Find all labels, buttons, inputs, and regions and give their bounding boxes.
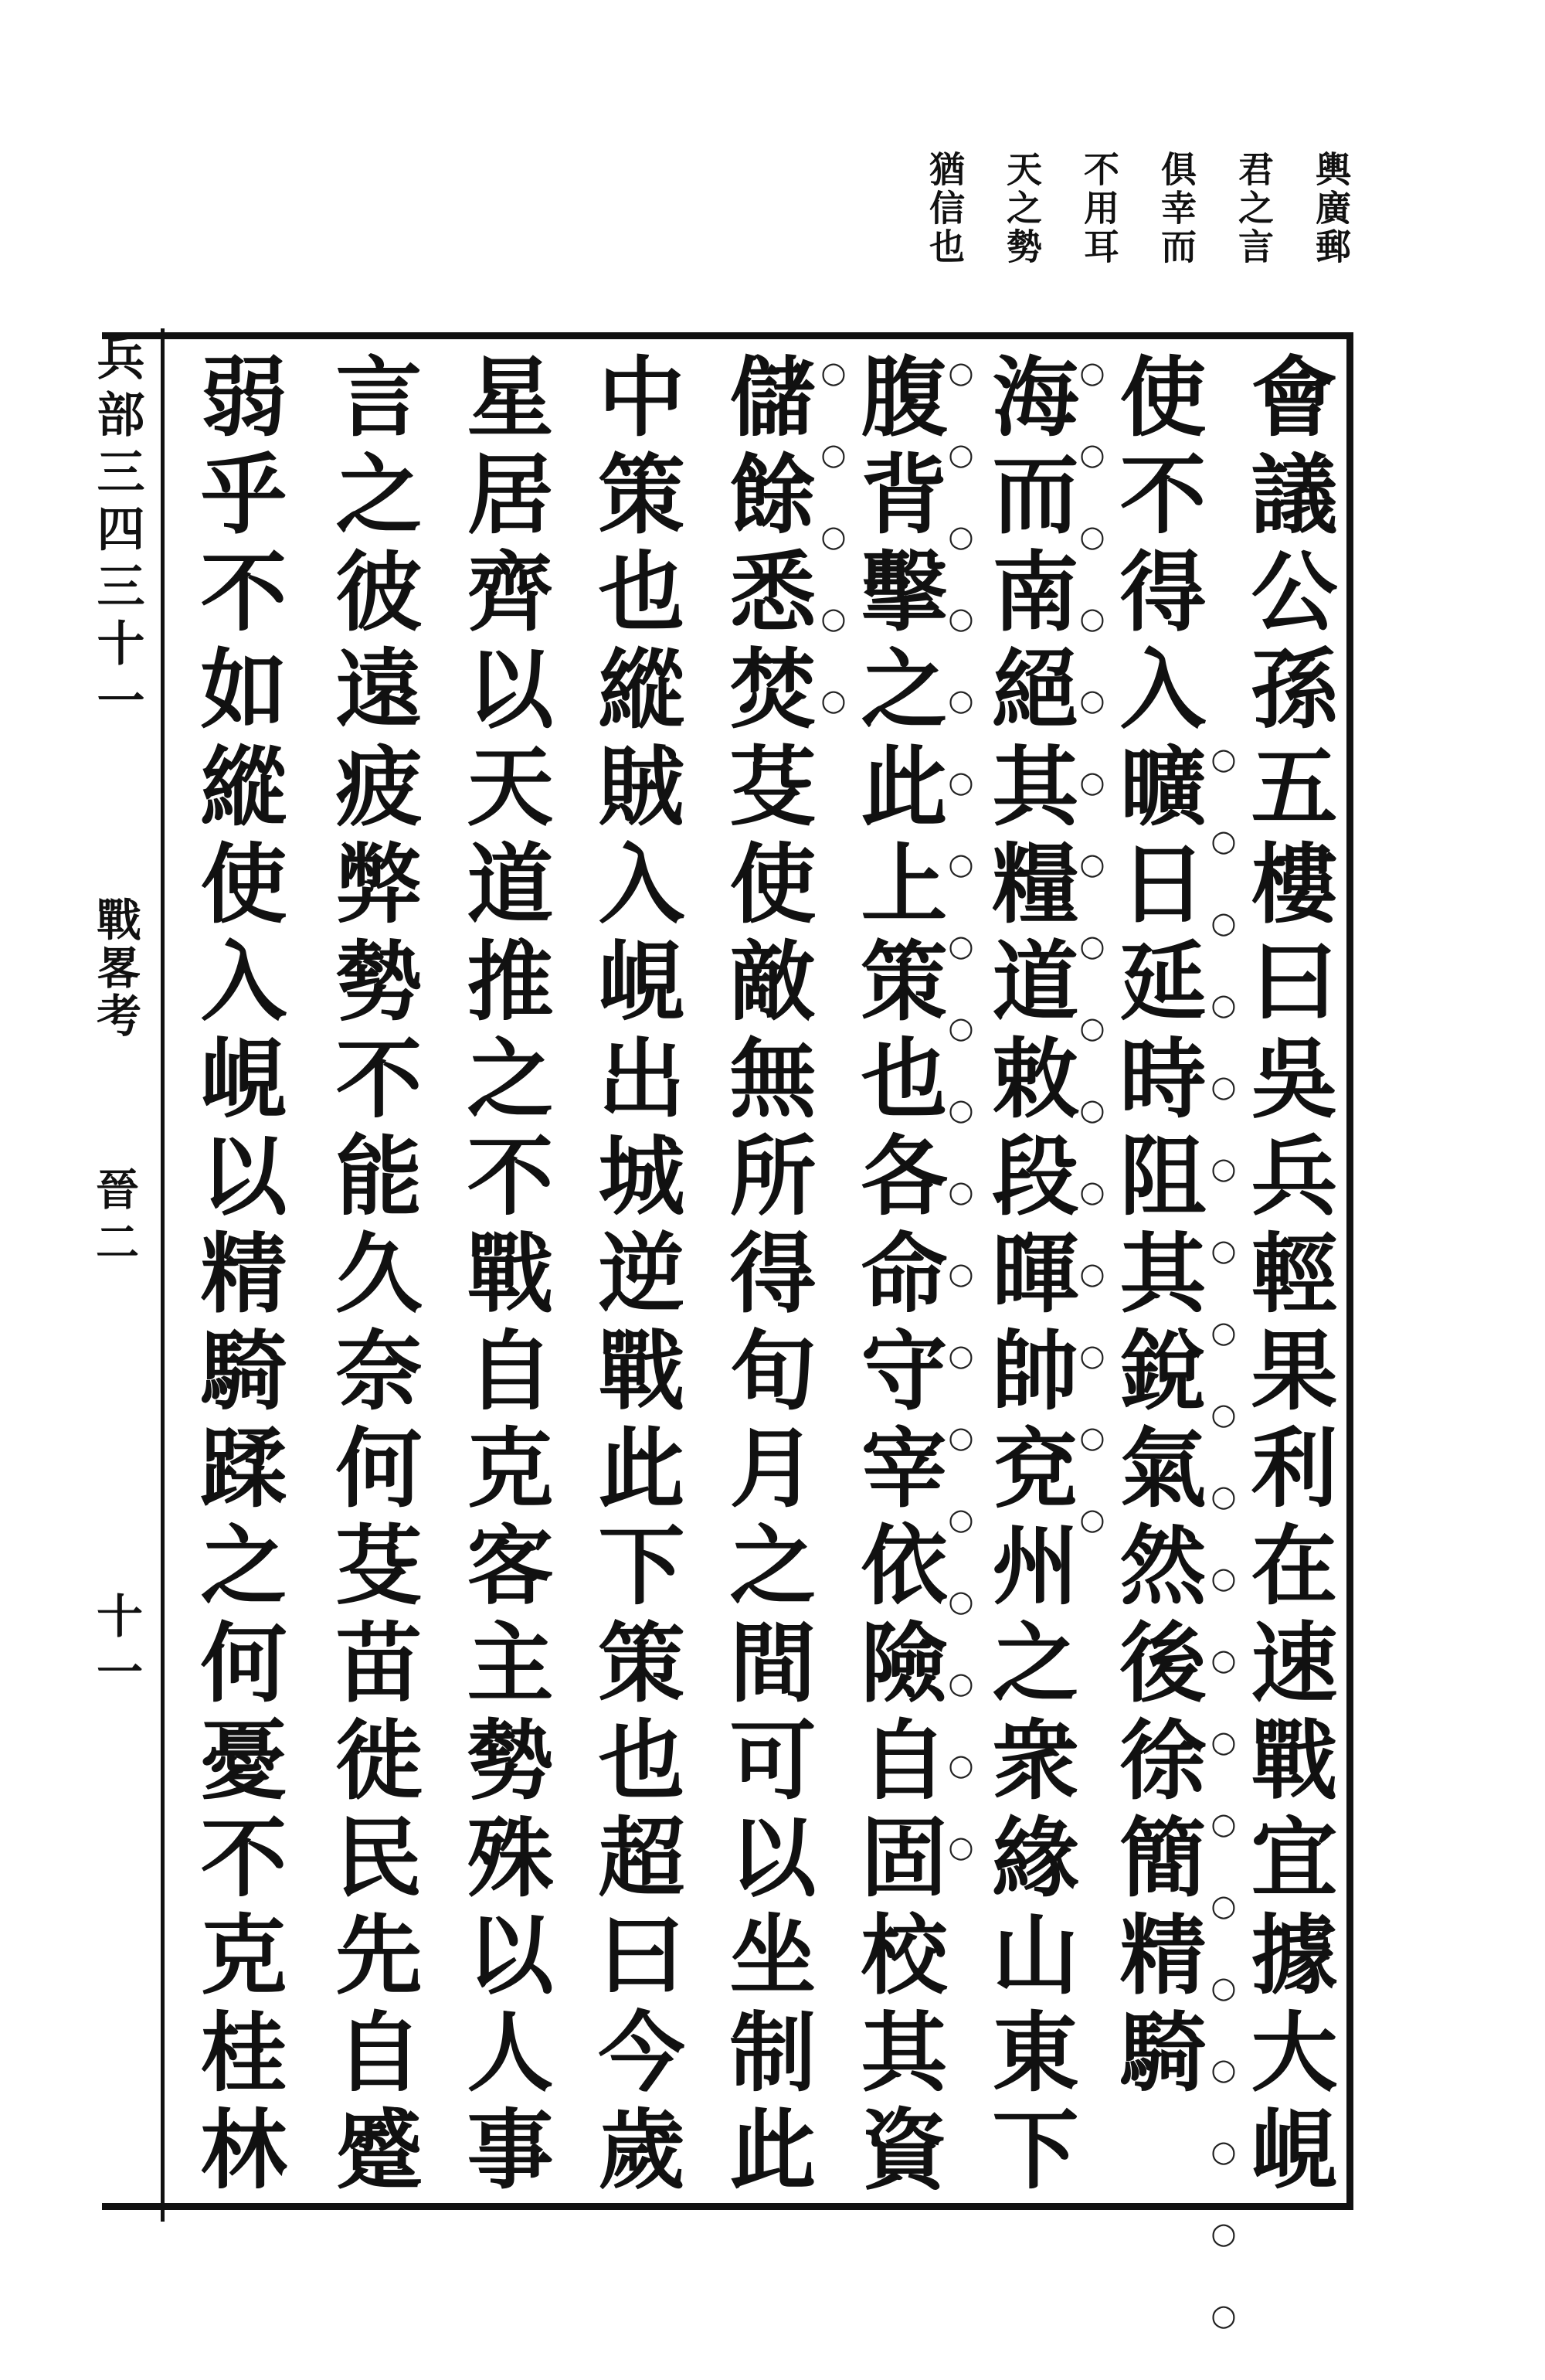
text-column-1: 會議公孫五樓曰吳兵輕果利在速戰宜據大峴 bbox=[1237, 352, 1338, 2202]
text-column-5: 儲餘悉焚芟使敵無所得旬月之間可以坐制此 bbox=[715, 352, 817, 2202]
text-column-6: 中策也縱賊入峴出城逆戰此下策也超曰今歲 bbox=[584, 352, 685, 2202]
page-number: 十一 bbox=[89, 1592, 143, 1703]
annotation-column-3: 俱幸而 bbox=[1156, 151, 1197, 267]
annotation-column-6: 猶信也 bbox=[924, 151, 966, 267]
margin-rule bbox=[161, 328, 165, 2222]
text-column-2: 使不得入曠日延時阻其銳氣然後徐簡精騎 bbox=[1105, 352, 1207, 2104]
text-column-4: 腹背擊之此上策也各命守宰依險自固校其資 bbox=[847, 352, 948, 2202]
annotation-column-1: 輿廣郵 bbox=[1310, 151, 1352, 267]
text-column-8: 言之彼遠疲弊勢不能久奈何芟苗徙民先自蹙 bbox=[321, 352, 423, 2202]
text-column-3: 海而南絕其糧道敕段暉帥兗州之衆緣山東下 bbox=[978, 352, 1079, 2202]
annotation-column-4: 不用耳 bbox=[1078, 151, 1120, 267]
emphasis-marks-3: ○○○○○○○○○○○○○○○○○○○ bbox=[944, 355, 978, 1912]
text-column-7: 星居齊以天道推之不戰自克客主勢殊以人事 bbox=[453, 352, 554, 2202]
emphasis-marks-2: ○○○○○○○○○○○○○○○ bbox=[1075, 355, 1109, 1584]
emphasis-marks-4: ○○○○○ bbox=[817, 355, 851, 765]
text-column-9: 弱乎不如縱使入峴以精騎蹂之何憂不克桂林 bbox=[186, 352, 287, 2202]
annotation-column-2: 君之言 bbox=[1233, 151, 1275, 267]
margin-subsection: 晉二 bbox=[89, 1167, 140, 1272]
margin-section: 戰畧考 bbox=[89, 896, 141, 1040]
margin-title: 兵部三四三十一 bbox=[89, 332, 145, 733]
annotation-column-5: 天之勢 bbox=[1001, 151, 1043, 267]
emphasis-marks-1: ○○○○○○○○○○○○○○○○○○○○ bbox=[1207, 742, 1241, 2380]
